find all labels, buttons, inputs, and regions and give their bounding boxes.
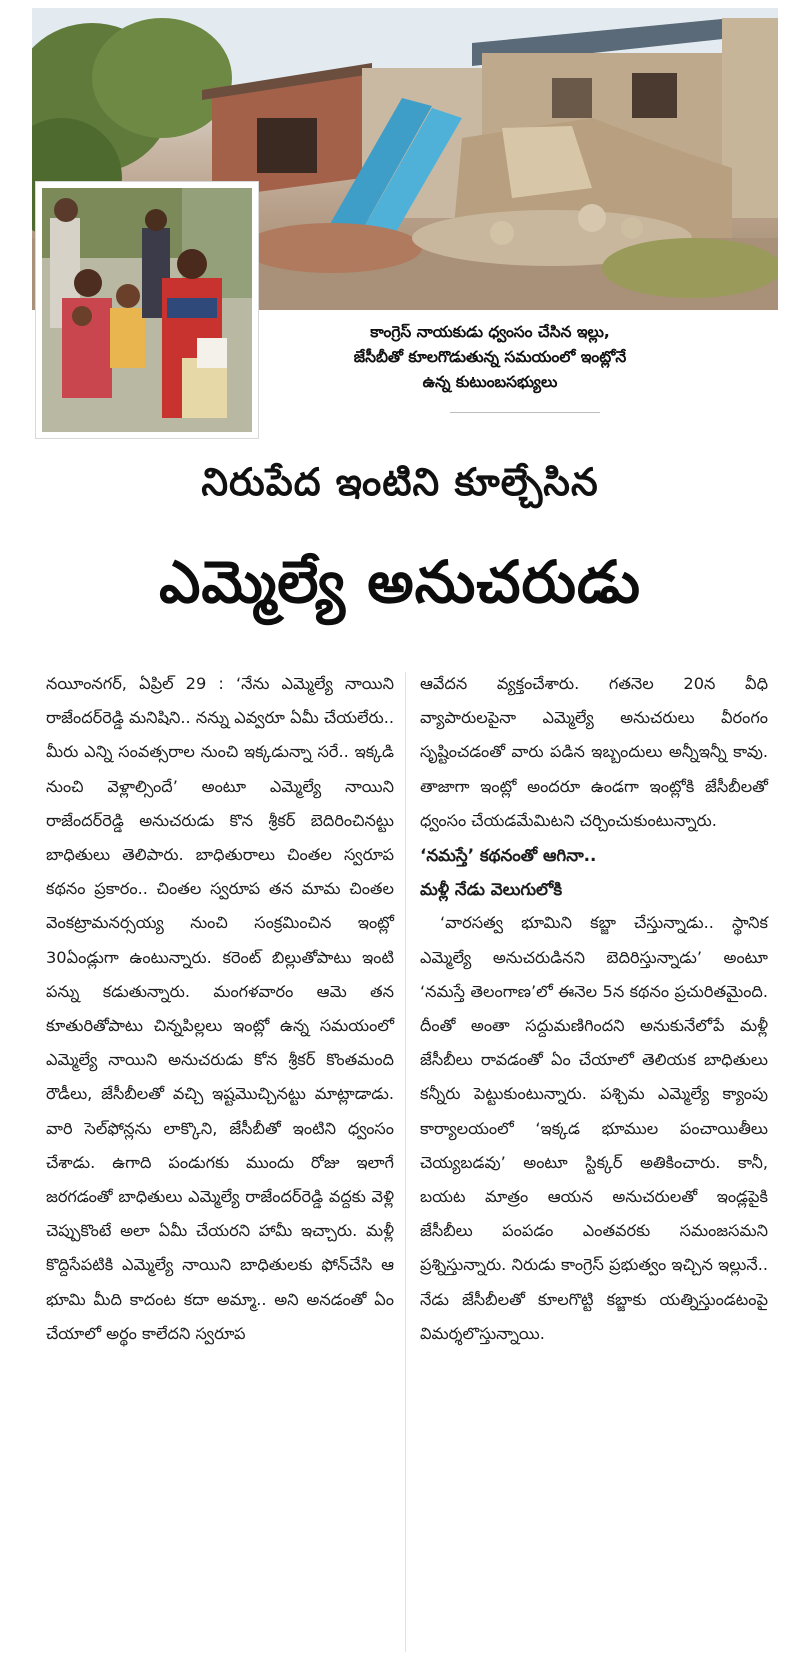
article-paragraph-left: నయీంనగర్, ఏప్రిల్ 29 : ‘నేను ఎమ్మెల్యే నాయిని రాజేందర్‌రెడ్డి మనిషిని.. నన్ను ఎవ్వరూ ఏమీ చేయలేరు.. మీరు ఎన్ని సంవత్సరాల నుంచి ఇక్కడున్నా సరే.. ఇక్కడి నుంచి వెళ్లాల్సిందే’ అంటూ ఎమ్మెల్యే నాయిని రాజేందర్‌రెడ్డి అనుచరుడు కొన శ్రీకర్ బెదిరించినట్టు బాధితులు తెలిపారు. బాధితురాలు చింతల స్వరూప కథనం ప్రకారం.. చింతల స్వరూప తన మామ చింతల వెంకట్రామనర్సయ్య నుంచి సంక్రమించిన ఇంట్లో 30ఏండ్లుగా ఉంటున్నారు. కరెంట్ బిల్లుతోపాటు ఇంటి పన్ను కడుతున్నారు. మంగళవారం ఆమె తన కూతురితోపాటు చిన్నపిల్లలు ఇంట్లో ఉన్న సమయంలో ఎమ్మెల్యే నాయిని అనుచరుడు కోన శ్రీకర్ కొంతమంది రౌడీలు, జేసీబీలతో వచ్చి ఇష్టమొచ్చినట్టు మాట్లాడాడు. వారి సెల్‌ఫోన్లను లాక్కొని, జేసీబీతో ఇంటిని ధ్వంసం చేశాడు. ఉగాది పండుగకు ముందు రోజు ఇలాగే జరగడంతో బాధితులు ఎమ్మెల్యే రాజేందర్‌రెడ్డి వద్దకు వెళ్లి చెప్పుకొంటే అలా ఏమీ చేయరని హామీ ఇచ్చారు. మళ్లీ కొద్దిసేపటికి ఎమ్మెల్యే నాయిని బాధితులకు ఫోన్‌చేసి ఆ భూమి మీది కాదంట కదా అమ్మా.. అని అనడంతో ఏం చేయాలో అర్థం కాలేదని స్వరూప <box>46 674 394 1343</box>
caption-line-3: ఉన్న కుటుంబసభ్యులు <box>422 373 558 391</box>
family-members-illustration <box>42 188 252 432</box>
article-column-right <box>420 667 768 1351</box>
headline-main: ఎమ్మెల్యే అనుచరుడు <box>159 548 641 616</box>
article-column-left <box>46 667 394 1351</box>
headline-kicker: నిరుపేద ఇంటిని కూల్చేసిన <box>201 460 599 504</box>
photo-caption <box>300 320 680 395</box>
article-paragraph-right-2: ‘వారసత్వ భూమిని కబ్జా చేస్తున్నాడు.. స్థానిక ఎమ్మెల్యే అనుచరుడినని బెదిరిస్తున్నాడు’ అంటూ ‘నమస్తే తెలంగాణ’లో ఈనెల 5న కథనం ప్రచురితమైంది. దీంతో అంతా సద్దుమణిగిందని అనుకునేలోపే మళ్లీ జేసీబీలు రావడంతో ఏం చేయాలో తెలియక బాధితులు కన్నీరు పెట్టుకుంటున్నారు. పశ్చిమ ఎమ్మెల్యే క్యాంపు కార్యాలయంలో ‘ఇక్కడ భూముల పంచాయితీలు చెయ్యబడవు’ అంటూ స్టిక్కర్ అతికించారు. కానీ, బయట మాత్రం ఆయన అనుచరులతో ఇండ్లపైకి జేసీబీలు పంపడం ఎంతవరకు సమంజసమని ప్రశ్నిస్తున్నారు. నిరుడు కాంగ్రెస్ ప్రభుత్వం ఇచ్చిన ఇల్లునే.. నేడు జేసీబీలతో కూలగొట్టి కబ్జాకు యత్నిస్తుండటంపై విమర్శలొస్తున్నాయి. <box>420 913 768 1343</box>
caption-line-2: జేసీబీతో కూలగొడుతున్న సమయంలో ఇంట్లోనే <box>353 348 627 366</box>
caption-underline <box>450 412 600 413</box>
article-subhead-line-2: మళ్లీ నేడు వెలుగులోకి <box>420 879 563 900</box>
article-paragraph-right-1: ఆవేదన వ్యక్తంచేశారు. గతనెల 20న వీధి వ్యాపారులపైనా ఎమ్మెల్యే అనుచరులు వీరంగం సృష్టించడంతో వారు పడిన ఇబ్బందులు అన్నీఇన్నీ కావు. తాజాగా ఇంట్లో అందరూ ఉండగా ఇంట్లోకి జేసీబీలతో ధ్వంసం చేయడమేమిటని చర్చించుకుంటున్నారు. <box>420 674 768 830</box>
column-divider <box>405 672 406 1652</box>
caption-line-1: కాంగ్రెస్ నాయకుడు ధ్వంసం చేసిన ఇల్లు, <box>370 323 610 341</box>
family-members-photo <box>36 182 258 438</box>
article-subhead-line-1: ‘నమస్తే’ కథనంతో ఆగినా.. <box>420 845 597 866</box>
